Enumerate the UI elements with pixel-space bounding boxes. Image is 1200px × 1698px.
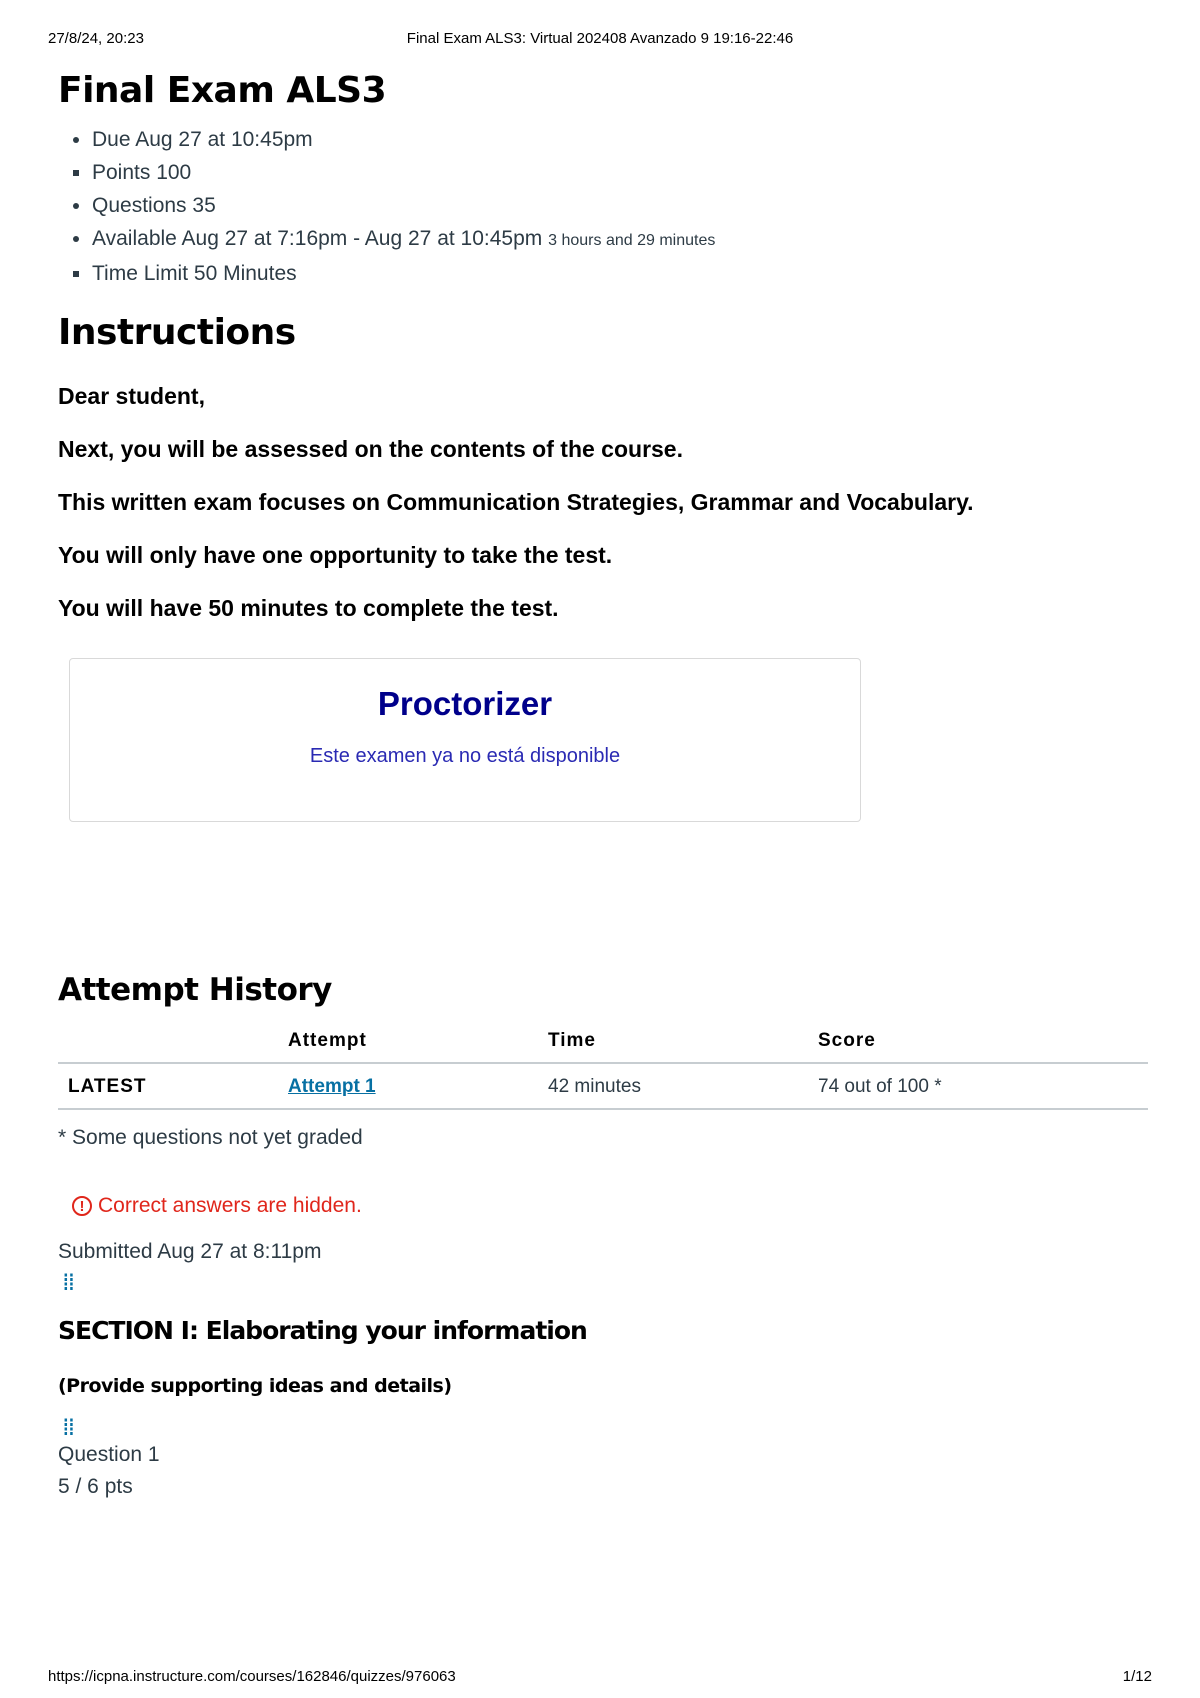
drag-handle-icon[interactable]: ⁞⁞ <box>62 1268 74 1296</box>
instruction-paragraph: This written exam focuses on Communication Strategies, Grammar and Vocabulary. <box>58 489 974 515</box>
instructions-body <box>58 383 1148 622</box>
instruction-paragraph: Dear student, <box>58 383 205 409</box>
question-label: Question 1 <box>58 1443 160 1466</box>
print-datetime: 27/8/24, 20:23 <box>48 30 144 47</box>
print-footer <box>48 1668 1152 1688</box>
availability-range: Available Aug 27 at 7:16pm - Aug 27 at 10:45pm <box>92 227 543 250</box>
table-header-row <box>58 1022 1148 1063</box>
section-subtitle: (Provide supporting ideas and details) <box>58 1375 452 1397</box>
column-header-attempt: Attempt <box>278 1022 538 1063</box>
proctorizer-panel <box>69 658 861 822</box>
submitted-timestamp: Submitted Aug 27 at 8:11pm <box>58 1240 322 1263</box>
attempt-history-heading: Attempt History <box>58 972 332 1008</box>
attempt-link[interactable]: Attempt 1 <box>288 1076 376 1097</box>
time-limit: ▪ Time Limit 50 Minutes <box>92 257 1148 290</box>
instruction-paragraph: You will have 50 minutes to complete the test. <box>58 595 559 621</box>
column-header-score: Score <box>808 1022 1148 1063</box>
question-points: 5 / 6 pts <box>58 1475 133 1498</box>
latest-label: LATEST <box>58 1063 278 1109</box>
availability <box>92 222 1148 257</box>
instruction-paragraph: Next, you will be assessed on the contents of the course. <box>58 436 683 462</box>
print-url: https://icpna.instructure.com/courses/162846/quizzes/976063 <box>48 1668 456 1685</box>
quiz-meta-list <box>58 123 1148 290</box>
section-title: SECTION I: Elaborating your information <box>58 1316 587 1345</box>
column-header-time: Time <box>538 1022 808 1063</box>
attempt-cell <box>278 1063 538 1109</box>
instructions-heading: Instructions <box>58 312 296 353</box>
attempt-history-table <box>58 1022 1148 1110</box>
proctorizer-title: Proctorizer <box>377 685 553 722</box>
hidden-answers-notice <box>72 1194 1148 1218</box>
proctorizer-message: Este examen ya no está disponible <box>309 745 621 767</box>
table-row <box>58 1063 1148 1109</box>
page-number: 1/12 <box>1122 1668 1152 1685</box>
exclamation-circle-icon: ! <box>72 1196 92 1216</box>
grading-footnote: * Some questions not yet graded <box>58 1126 363 1149</box>
page-title: Final Exam ALS3 <box>58 70 387 111</box>
print-header <box>48 30 1152 50</box>
drag-handle-icon[interactable]: ⁞⁞ <box>62 1413 74 1441</box>
hidden-answers-text: Correct answers are hidden. <box>98 1194 362 1217</box>
availability-duration: 3 hours and 29 minutes <box>548 232 716 249</box>
column-header <box>58 1022 278 1063</box>
time-cell: 42 minutes <box>538 1063 808 1109</box>
due-date: • Due Aug 27 at 10:45pm <box>92 123 1148 156</box>
score-cell: 74 out of 100 * <box>808 1063 1148 1109</box>
points: ▪ Points 100 <box>92 156 1148 189</box>
instruction-paragraph: You will only have one opportunity to take the test. <box>58 542 613 568</box>
quiz-content <box>58 70 1148 1503</box>
question-count: • Questions 35 <box>92 189 1148 222</box>
print-title: Final Exam ALS3: Virtual 202408 Avanzado 9 19:16-22:46 <box>406 30 794 47</box>
